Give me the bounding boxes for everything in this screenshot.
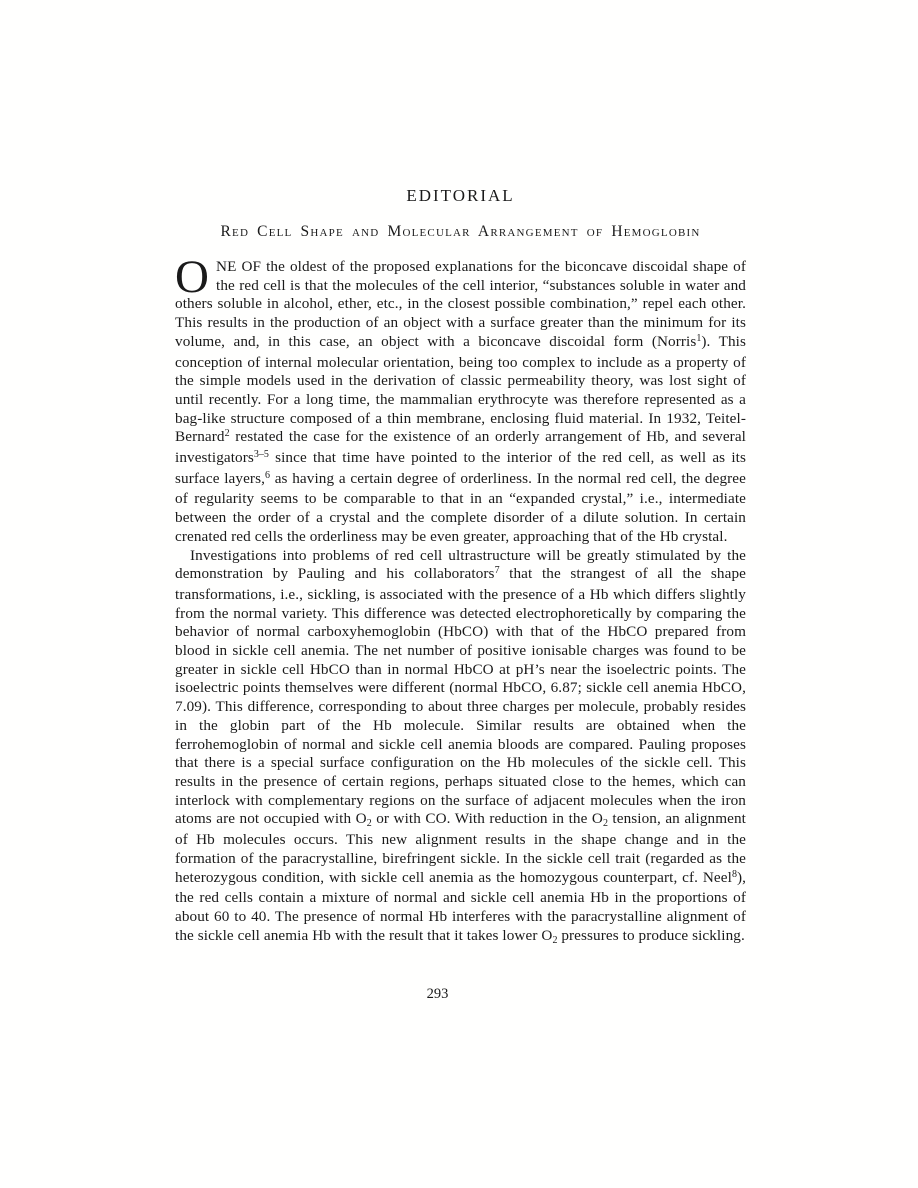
- sub-run: 2: [366, 818, 372, 830]
- article-body: [175, 251, 747, 947]
- sup-run: 1: [696, 332, 702, 344]
- text-run: tension, an alignment of Hb molecules occurs. This new alignment results in the shape change and in the formation of the paracrystalline, birefringent sickle. In the sickle cell trait (regarded as the heterozygous condition, with sickle cell anemia as the homozygous counterpart, cf. Neel: [175, 810, 746, 886]
- sub-run: 2: [602, 818, 608, 830]
- text-block: [175, 186, 746, 947]
- text-run: NE OF the oldest of the proposed explanations for the biconcave discoidal shape of the red cell is that the molecules of the cell interior, “substances soluble in water and others soluble in alcohol, ether, etc., in the closest possible combination,” repel each other. This results in the production of an object with a surface greater than the minimum for its volume, and, in this case, an object with a biconcave discoidal form (Norris: [175, 258, 746, 350]
- text-run: Investigations into problems of red cell ultrastructure will be greatly stimulated by the demonstration by Pauling and his collaborators: [175, 546, 746, 583]
- article-subtitle: Red Cell Shape and Molecular Arrangement of Hemoglobin: [220, 223, 701, 240]
- second-paragraph: [175, 547, 746, 948]
- sup-run: 8: [731, 868, 737, 880]
- sup-run: 2: [224, 428, 230, 440]
- sub-run: 2: [552, 934, 558, 946]
- page-number: 293: [426, 986, 449, 1002]
- text-run: since that time have pointed to the interior of the red cell, as well as its surface layers,: [175, 449, 746, 487]
- sup-run: 6: [265, 469, 270, 481]
- sup-run: 3–5: [253, 449, 269, 461]
- sup-run: 7: [494, 565, 500, 577]
- text-run: as having a certain degree of orderliness. In the normal red cell, the degree of regularity seems to be comparable to that in an “expanded crystal,” i.e., intermediate between the order of a crystal and the complete disorder of a dilute solution. In certain crenated red cells the orderliness may be even greater, approaching that of the Hb crystal.: [175, 469, 746, 545]
- text-run: or with CO. With reduction in the O: [371, 810, 603, 828]
- drop-cap: O: [175, 251, 210, 303]
- text-run: restated the case for the existence of an orderly arrangement of Hb, and several investigators: [175, 428, 746, 467]
- text-run: pressures to produce sickling.: [557, 926, 745, 944]
- page-title: EDITORIAL: [406, 186, 515, 205]
- text-run: ). This conception of internal molecular orientation, being too complex to include as a property of the simple models used in the derivation of classic permeability theory, was lost sight of until recently. For a long time, the mammalian erythrocyte was therefore represented as a bag-like structure composed of a thin membrane, enclosing fluid material. In 1932, Teitel-Bernard: [175, 332, 747, 446]
- text-run: ), the red cells contain a mixture of normal and sickle cell anemia Hb in the proportions of about 60 to 40. The presence of normal Hb interferes with the paracrystalline alignment of the sickle cell anemia Hb with the result that it takes lower O: [175, 868, 746, 944]
- text-run: that the strangest of all the shape transformations, i.e., sickling, is associated with the presence of a Hb which differs slightly from the normal variety. This difference was detected electrophoretically by comparing the behavior of normal carboxyhemoglobin (HbCO) with that of the HbCO prepared from blood in sickle cell anemia. The net number of positive ionisable charges was found to be greater in sickle cell HbCO than in normal HbCO at pH’s near the isoelectric points. The isoelectric points themselves were different (normal HbCO, 6.87; sickle cell anemia HbCO, 7.09). This difference, corresponding to about three charges per molecule, probably resides in the globin part of the Hb molecule. Similar results are obtained when the ferrohemoglobin of normal and sickle cell anemia bloods are compared. Pauling proposes that there is a special surface configuration on the Hb molecules of the sickle cell. This results in the presence of certain regions, perhaps situated close to the hemes, which can interlock with complementary regions on the surface of adjacent molecules when the iron atoms are not occupied with O: [175, 565, 746, 828]
- opening-paragraph: [175, 251, 747, 547]
